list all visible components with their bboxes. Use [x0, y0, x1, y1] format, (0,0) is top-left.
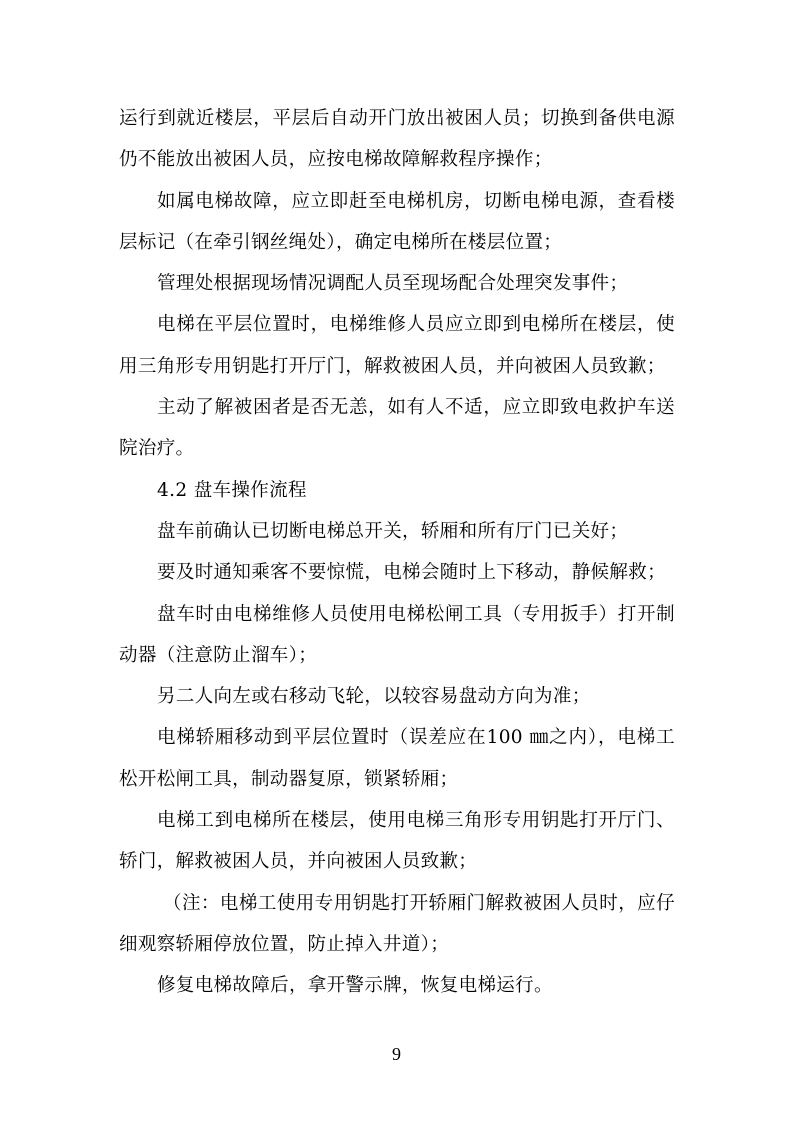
page-number: 9	[392, 1044, 401, 1064]
paragraph-safety-note: （注：电梯工使用专用钥匙打开轿厢门解救被困人员时，应仔细观察轿厢停放位置，防止掉入井道）；	[119, 892, 675, 955]
paragraph-confirm-power-off: 盘车前确认已切断电梯总开关，轿厢和所有厅门已关好；	[157, 520, 629, 542]
paragraph-restore-operation: 修复电梯故障后，拿开警示牌，恢复电梯运行。	[157, 975, 553, 997]
paragraph-notify-passengers: 要及时通知乘客不要惊慌，电梯会随时上下移动，静候解救；	[157, 562, 666, 584]
paragraph-management-dispatch: 管理处根据现场情况调配人员至现场配合处理突发事件；	[157, 273, 629, 295]
paragraph-level-position-rescue: 电梯在平层位置时，电梯维修人员应立即到电梯所在楼层，使用三角形专用钥匙打开厅门，解救被困人员，并向被困人员致歉；	[119, 314, 675, 377]
section-heading-manual-winding: 4.2 盘车操作流程	[157, 479, 307, 501]
paragraph-reach-level-position: 电梯轿厢移动到平层位置时（误差应在100 ㎜之内），电梯工松开松闸工具，制动器复原，锁紧轿厢；	[119, 727, 675, 790]
paragraph-open-landing-door: 电梯工到电梯所在楼层，使用电梯三角形专用钥匙打开厅门、轿门，解救被困人员，并向被困人员致歉；	[119, 810, 675, 873]
paragraph-release-brake: 盘车时由电梯维修人员使用电梯松闸工具（专用扳手）打开制动器（注意防止溜车）；	[119, 603, 675, 666]
paragraph-rescue-continued: 运行到就近楼层，平层后自动开门放出被困人员；切换到备供电源仍不能放出被困人员，应按电梯故障解救程序操作；	[119, 108, 675, 171]
document-body	[119, 98, 675, 1007]
paragraph-elevator-fault: 如属电梯故障，应立即赶至电梯机房，切断电梯电源，查看楼层标记（在牵引钢丝绳处），确定电梯所在楼层位置；	[119, 190, 675, 253]
paragraph-check-trapped-persons: 主动了解被困者是否无恙，如有人不适，应立即致电救护车送院治疗。	[119, 397, 675, 460]
paragraph-move-flywheel: 另二人向左或右移动飞轮，以较容易盘动方向为准；	[157, 686, 591, 708]
